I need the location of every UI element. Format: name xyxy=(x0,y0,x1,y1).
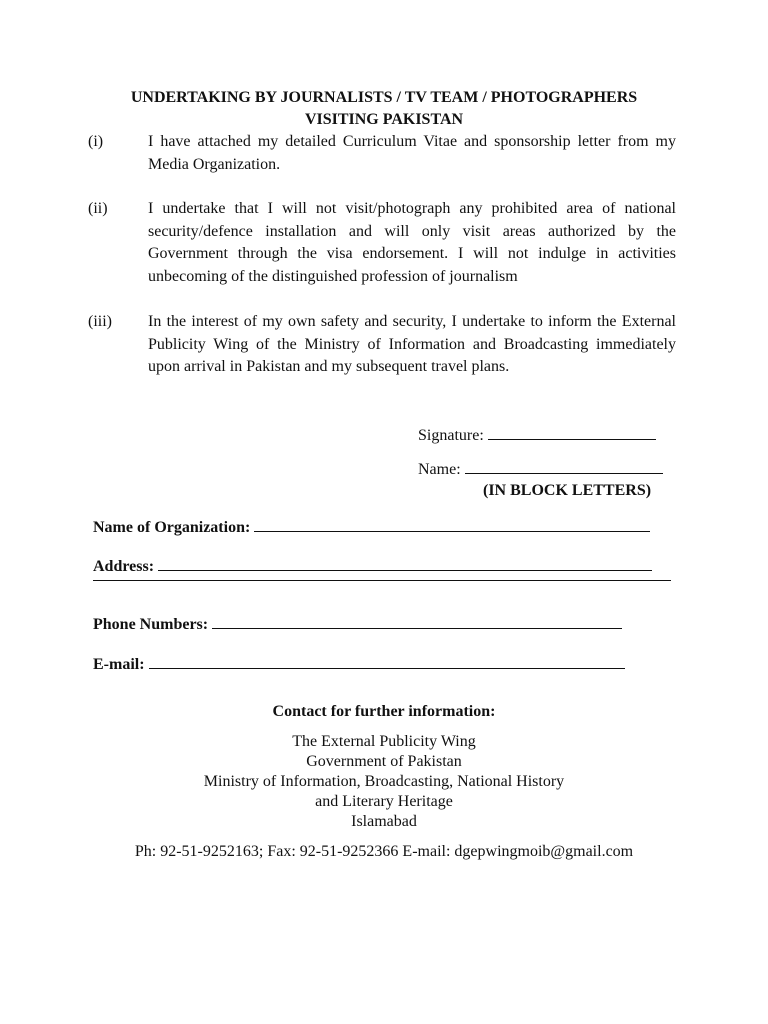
address-label: Address: xyxy=(93,558,155,575)
item-text: I undertake that I will not visit/photograph any prohibited area of national security/defence installation and will only visit areas authorized by the Government through the visa endorsement. I will not indulge in activities unbecoming of the distinguished profession of journalism xyxy=(148,200,676,286)
organization-label: Name of Organization: xyxy=(93,519,251,536)
item-number: (ii) xyxy=(88,200,108,217)
item-number: (iii) xyxy=(88,313,112,330)
name-row xyxy=(418,459,663,479)
contact-line-1: The External Publicity Wing xyxy=(292,733,476,750)
signature-line[interactable] xyxy=(488,425,656,440)
document-title-line-1: UNDERTAKING BY JOURNALISTS / TV TEAM / PHOTOGRAPHERS xyxy=(130,89,638,106)
contact-line-5: Islamabad xyxy=(351,813,417,830)
email-field xyxy=(93,654,625,674)
contact-line-4: and Literary Heritage xyxy=(315,793,453,810)
document-title-line-2: VISITING PAKISTAN xyxy=(304,111,464,128)
contact-heading: Contact for further information: xyxy=(272,703,496,720)
signature-row xyxy=(418,425,656,445)
undertaking-item-3 xyxy=(88,311,676,379)
name-label: Name: xyxy=(418,461,461,478)
item-number: (i) xyxy=(88,133,104,150)
email-line[interactable] xyxy=(149,654,625,669)
address-field xyxy=(93,556,652,576)
organization-field xyxy=(93,517,650,537)
contact-line-3: Ministry of Information, Broadcasting, National History xyxy=(203,773,565,790)
block-letters-note: (IN BLOCK LETTERS) xyxy=(483,482,652,499)
contact-phone-line: Ph: 92-51-9252163; Fax: 92-51-9252366 E-mail: dgepwingmoib@gmail.com xyxy=(134,843,634,860)
undertaking-item-1 xyxy=(88,131,676,176)
item-text: I have attached my detailed Curriculum Vitae and sponsorship letter from my Media Organization. xyxy=(148,133,676,173)
address-line-1[interactable] xyxy=(158,556,652,571)
name-line[interactable] xyxy=(465,459,663,474)
phone-field xyxy=(93,614,622,634)
undertaking-item-2 xyxy=(88,198,676,289)
address-line-2[interactable] xyxy=(93,580,671,581)
phone-line[interactable] xyxy=(212,614,622,629)
phone-label: Phone Numbers: xyxy=(93,616,209,633)
organization-line[interactable] xyxy=(254,517,650,532)
signature-label: Signature: xyxy=(418,427,484,444)
contact-line-2: Government of Pakistan xyxy=(306,753,462,770)
email-label: E-mail: xyxy=(93,656,145,673)
item-text: In the interest of my own safety and security, I undertake to inform the External Publicity Wing of the Ministry of Information and Broadcasting immediately upon arrival in Pakistan and my subsequent travel plans. xyxy=(148,313,676,376)
